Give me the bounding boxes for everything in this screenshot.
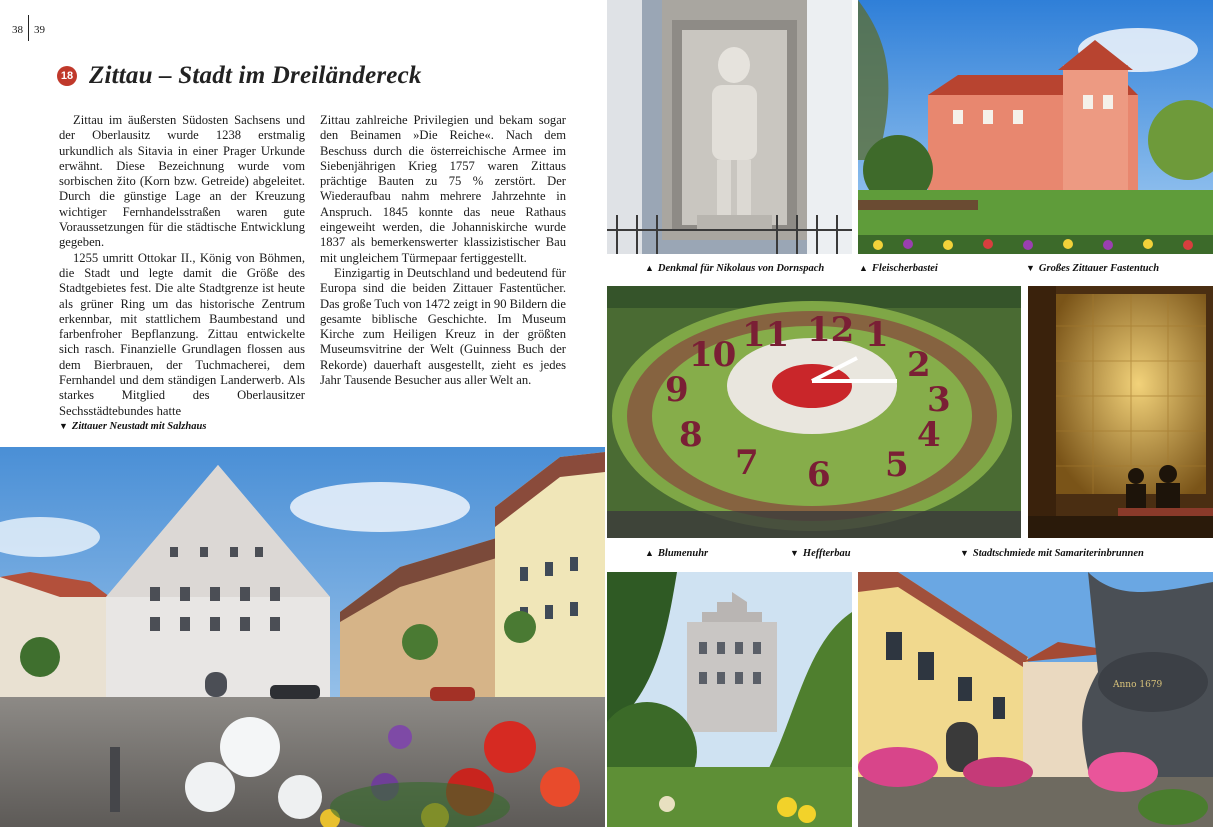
svg-text:4: 4 <box>917 415 941 455</box>
page-number-left: 38 <box>12 24 23 36</box>
caption-arrow-down-icon: ▼ <box>1026 263 1035 273</box>
svg-text:7: 7 <box>735 443 759 483</box>
photo-stadtschmiede <box>858 572 1213 827</box>
page-number-divider <box>28 15 29 41</box>
caption-arrow-down-icon: ▼ <box>960 548 969 558</box>
caption-fastentuch <box>1026 263 1159 274</box>
svg-text:3: 3 <box>927 380 951 420</box>
caption-text: Heffterbau <box>802 548 851 559</box>
chapter-heading <box>57 62 422 90</box>
svg-text:8: 8 <box>679 415 703 455</box>
svg-text:10: 10 <box>689 335 737 375</box>
photo-fastentuch <box>1028 286 1213 538</box>
caption-text: Stadtschmiede mit Samariterinbrunnen <box>972 548 1144 559</box>
svg-text:9: 9 <box>665 370 689 410</box>
paragraph: 1255 umritt Ottokar II., König von Böhmen, die Stadt und legte damit die Größe des Stadtgebietes fest. Die alte Stadtgrenze ist heute als grüner Ring um das historische Zentrum erkennbar, mit stattlichem Baumbestand und farbenfroher Bepflanzung. Zittau entwickelte sich rasch. Finanzielle Grundlagen flossen aus dem Bierbrauen, der Tuchmacherei, dem Fernhandel und dem ständigen Landerwerb. Als starkes Mitglied des Oberlausitzer Sechsstädtebundes hatte <box>59 250 305 418</box>
text-column-right <box>320 113 566 388</box>
caption-fleischerbastei <box>859 263 938 274</box>
svg-text:12: 12 <box>807 310 855 350</box>
caption-neustadt <box>59 421 206 432</box>
chapter-title: Zittau – Stadt im Dreiländereck <box>89 62 422 89</box>
photo-neustadt-salzhaus <box>0 447 605 827</box>
svg-text:6: 6 <box>807 455 831 495</box>
caption-denkmal <box>645 263 824 274</box>
caption-blumenuhr <box>645 548 708 559</box>
caption-arrow-up-icon: ▲ <box>645 263 654 273</box>
caption-arrow-down-icon: ▼ <box>790 548 799 558</box>
paragraph: Zittau im äußersten Südosten Sachsens und der Oberlausitz wurde 1238 erstmalig urkundlich als Sitavia in einer Prager Urkunde erwähnt. Diese Bezeichnung wurde vom sorbischen žito (Korn bzw. Getreide) abgeleitet. Durch die günstige Lage an der Kreuzung wichtiger Fernhandelsstraßen waren gute Voraussetzungen für die städtische Entwicklung gegeben. <box>59 113 305 250</box>
page-number-right: 39 <box>34 24 45 36</box>
svg-text:5: 5 <box>885 445 909 485</box>
caption-arrow-down-icon: ▼ <box>59 421 68 431</box>
caption-heffterbau <box>790 548 851 559</box>
svg-text:Anno 1679: Anno 1679 <box>1113 680 1163 690</box>
paragraph: Einzigartig in Deutschland und bedeutend für Europa sind die beiden Zittauer Fastentücher. Das große Tuch von 1472 zeigt in 90 Bildern die gesamte biblische Geschichte. Im Museum Kirche zum Heiligen Kreuz in der größten Museumsvitrine der Welt (Guinness Buch der Rekorde) dauerhaft ausgestellt, zieht es jedes Jahr Tausende Besucher aus aller Welt an. <box>320 265 566 388</box>
photo-denkmal-nikolaus <box>607 0 852 254</box>
caption-stadtschmiede <box>960 548 1144 559</box>
caption-text: Denkmal für Nikolaus von Dornspach <box>657 263 825 274</box>
chapter-number-badge: 18 <box>57 66 77 86</box>
svg-text:1: 1 <box>865 315 889 355</box>
svg-text:2: 2 <box>907 345 931 385</box>
caption-arrow-up-icon: ▲ <box>859 263 868 273</box>
photo-blumenuhr <box>607 286 1021 538</box>
caption-text: Blumenuhr <box>657 548 709 559</box>
caption-text: Fleischerbastei <box>871 263 938 274</box>
photo-fleischerbastei <box>858 0 1213 254</box>
photo-heffterbau <box>607 572 852 827</box>
caption-text: Zittauer Neustadt mit Salzhaus <box>71 421 207 432</box>
paragraph: Zittau zahlreiche Privilegien und bekam sogar den Beinamen »Die Reiche«. Nach dem Beschuss durch die österreichische Armee im Siebenjährigen Krieg 1757 waren Zittaus prächtige Bauten zu 75 % zerstört. Der Wiederaufbau nahm mehrere Jahrzehnte in Anspruch. 1845 konnte das neue Rathaus eingeweiht werden, die Johanniskirche wurde 1837 als bemerkenswerter klassizistischer Bau mit ungleichem Türmepaar fertiggestellt. <box>320 113 566 265</box>
caption-arrow-up-icon: ▲ <box>645 548 654 558</box>
page-numbers <box>12 17 45 43</box>
text-column-left <box>59 113 305 419</box>
svg-text:11: 11 <box>742 315 790 355</box>
caption-text: Großes Zittauer Fastentuch <box>1038 263 1160 274</box>
